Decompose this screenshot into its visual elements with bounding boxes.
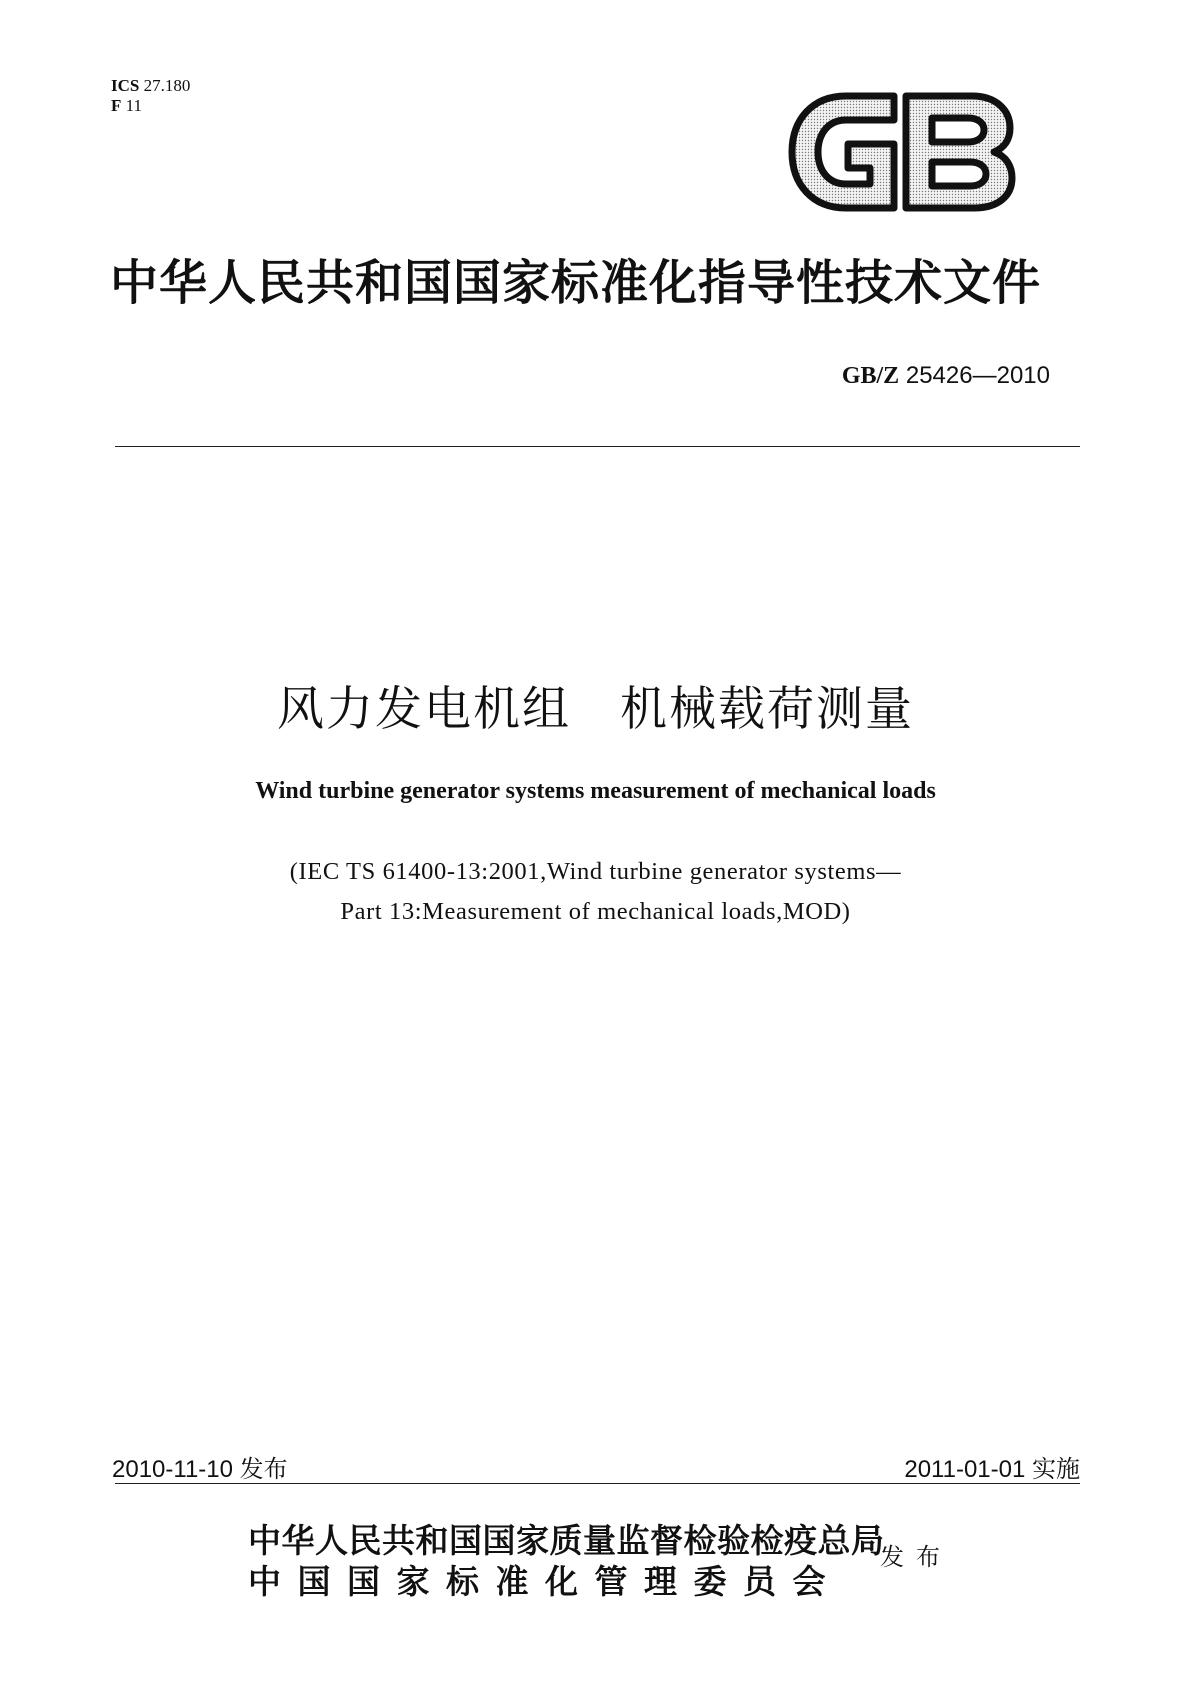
- bottom-divider: [115, 1483, 1080, 1484]
- gb-logo-g: [792, 96, 894, 208]
- adoption-note-line-1: (IEC TS 61400-13:2001,Wind turbine generator systems—: [289, 858, 902, 885]
- publisher-sac: 中国国家标准化管理委员会: [248, 1562, 842, 1601]
- implementation-date: 2011-01-01 实施: [904, 1456, 1080, 1483]
- ccs-code: F 11: [111, 96, 143, 115]
- top-divider: [115, 446, 1080, 447]
- issue-date: 2010-11-10 发布: [112, 1456, 288, 1483]
- publisher-aqsiq: 中华人民共和国国家质量监督检验检疫总局: [248, 1521, 885, 1560]
- english-title: Wind turbine generator systems measurement of mechanical loads: [255, 778, 936, 804]
- ics-code: ICS 27.180: [111, 76, 191, 95]
- standard-number: GB/Z 25426—2010: [841, 362, 1050, 389]
- gb-logo-b: [906, 96, 1012, 208]
- adoption-note-line-2: Part 13:Measurement of mechanical loads,MOD): [340, 898, 851, 925]
- document-category-title: 中华人民共和国国家标准化指导性技术文件: [110, 255, 1042, 311]
- gb-logo: [786, 88, 1018, 216]
- chinese-title: 风力发电机组 机械载荷测量: [277, 682, 914, 737]
- publish-label: 发布: [880, 1543, 952, 1571]
- classification-codes: [111, 76, 190, 116]
